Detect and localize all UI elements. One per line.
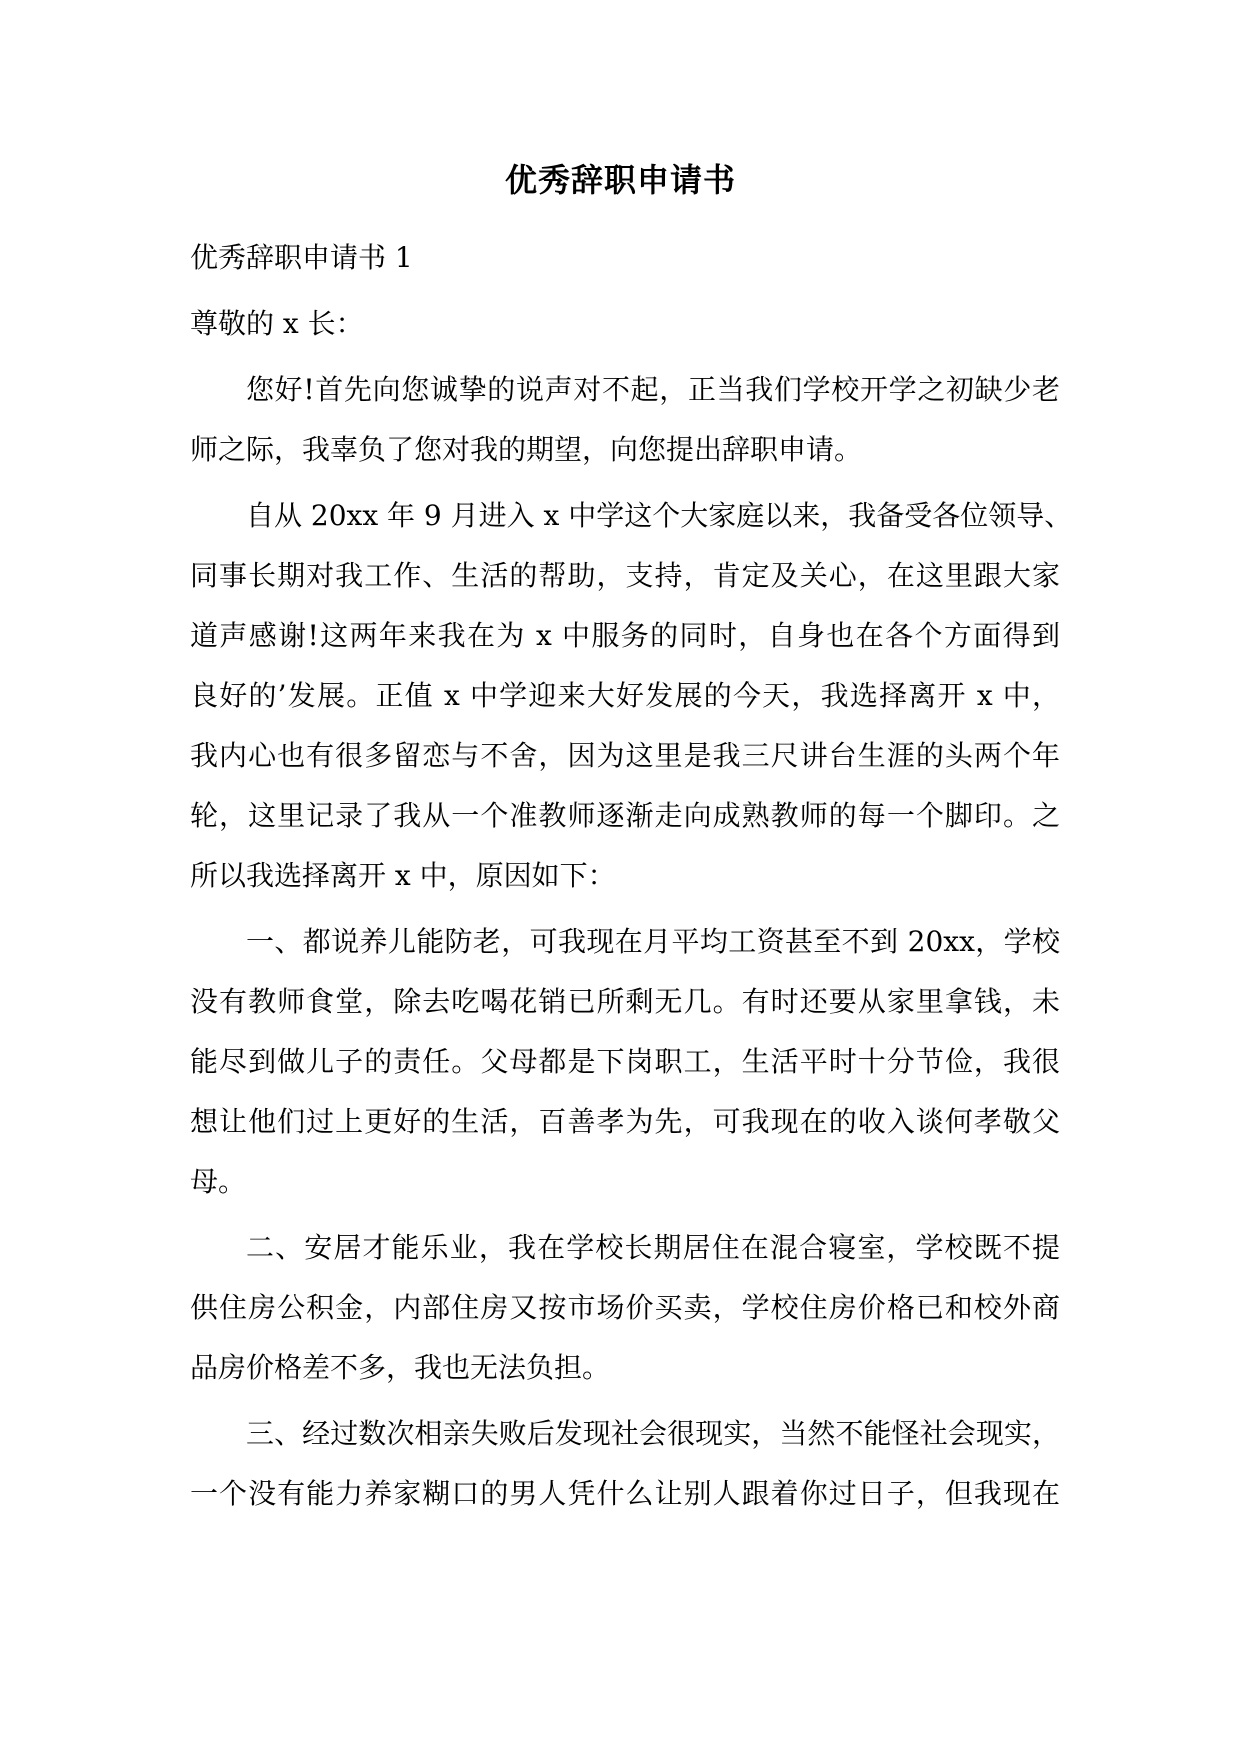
- paragraph-4: [190, 1218, 1060, 1398]
- paragraph-line: 二、安居才能乐业，我在学校长期居住在混合寝室，学校既不提: [246, 1231, 1060, 1264]
- paragraph-line: 同事长期对我工作、生活的帮助，支持，肯定及关心，在这里跟大家: [190, 559, 1060, 592]
- paragraph-line: 想让他们过上更好的生活，百善孝为先，可我现在的收入谈何孝敬父: [190, 1105, 1060, 1138]
- paragraph-line: 良好的’发展。正值 x 中学迎来大好发展的今天，我选择离开 x 中，: [190, 679, 1060, 712]
- paragraph-5: [190, 1404, 1060, 1524]
- paragraph-line: 母。: [190, 1165, 247, 1198]
- paragraph-line: 我内心也有很多留恋与不舍，因为这里是我三尺讲台生涯的头两个年: [190, 739, 1060, 772]
- section-heading: 优秀辞职申请书 1: [190, 241, 413, 274]
- paragraph-line: 没有教师食堂，除去吃喝花销已所剩无几。有时还要从家里拿钱，未: [190, 985, 1060, 1018]
- paragraph-line: 您好!首先向您诚挚的说声对不起，正当我们学校开学之初缺少老: [246, 373, 1060, 406]
- paragraph-line: 自从 20xx 年 9 月进入 x 中学这个大家庭以来，我备受各位领导、: [246, 499, 1073, 532]
- paragraph-line: 一、都说养儿能防老，可我现在月平均工资甚至不到 20xx，学校: [246, 925, 1060, 958]
- paragraph-3: [190, 912, 1060, 1212]
- paragraph-line: 三、经过数次相亲失败后发现社会很现实，当然不能怪社会现实，: [246, 1417, 1060, 1450]
- section-heading-block: [190, 228, 1060, 288]
- document-body: [190, 228, 1073, 1530]
- paragraph-line: 能尽到做儿子的责任。父母都是下岗职工，生活平时十分节俭，我很: [190, 1045, 1060, 1078]
- paragraph-1: [190, 360, 1060, 480]
- salutation: 尊敬的 x 长：: [190, 307, 364, 340]
- paragraph-line: 道声感谢!这两年来我在为 x 中服务的同时，自身也在各个方面得到: [190, 619, 1060, 652]
- paragraph-line: 轮，这里记录了我从一个准教师逐渐走向成熟教师的每一个脚印。之: [190, 799, 1060, 832]
- paragraph-line: 品房价格差不多，我也无法负担。: [190, 1351, 611, 1384]
- paragraph-2: [190, 486, 1073, 906]
- paragraph-line: 所以我选择离开 x 中，原因如下：: [190, 859, 616, 892]
- paragraph-line: 一个没有能力养家糊口的男人凭什么让别人跟着你过日子，但我现在: [190, 1477, 1060, 1510]
- document-title: 优秀辞职申请书: [504, 161, 736, 199]
- salutation-block: [190, 294, 1060, 354]
- paragraph-line: 供住房公积金，内部住房又按市场价买卖，学校住房价格已和校外商: [190, 1291, 1060, 1324]
- paragraph-line: 师之际，我辜负了您对我的期望，向您提出辞职申请。: [190, 433, 863, 466]
